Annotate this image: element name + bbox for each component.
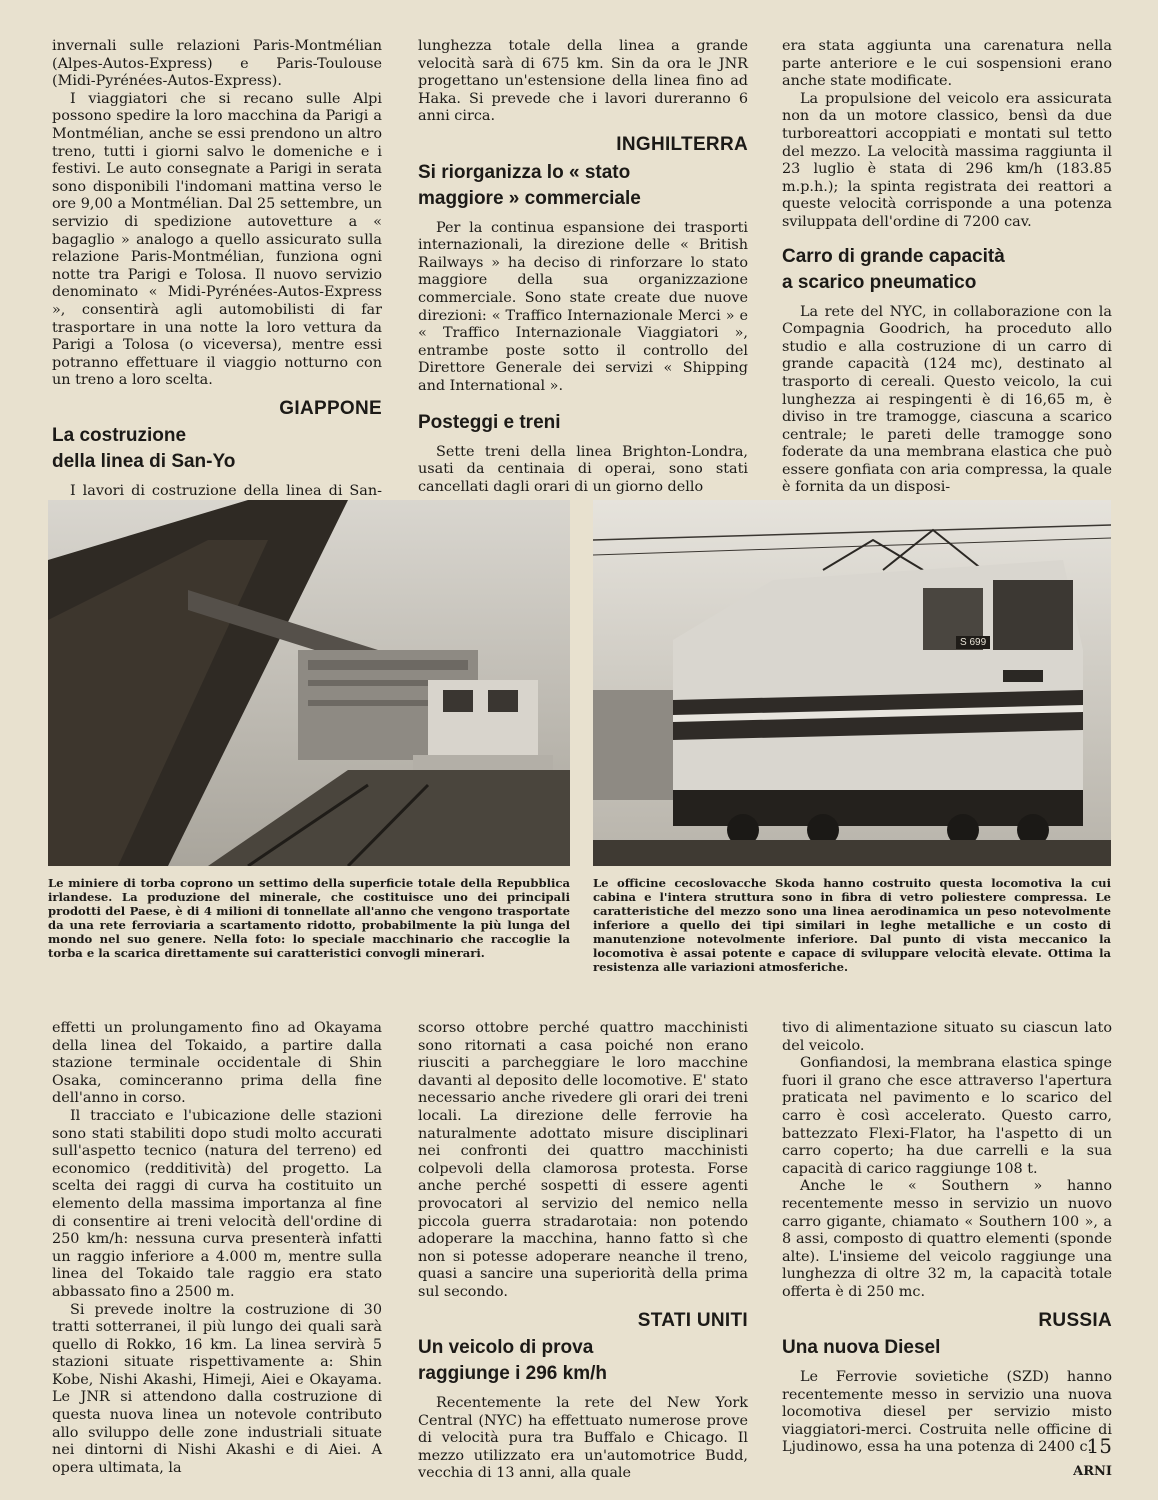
article-headline xyxy=(782,244,1112,296)
caption-text: Le miniere di torba coprono un settimo della superficie totale della Repubblica irlandese. La produzione del minerale, che costituisce uno dei principali prodotti del Paese, è di 4 milioni di tonnellate all'anno che vengono trasportate da una rete ferroviaria a scartamento ridotto, probabilmente la più lunga del mondo nel suo genere. Nella foto: lo speciale macchinario che raccoglie la torba e la scarica direttamente sui caratteristici convogli minerari. xyxy=(48,876,570,960)
headline-line: a scarico pneumatico xyxy=(782,271,977,293)
article-headline xyxy=(418,1335,748,1387)
paragraph: I lavori di costruzione della linea di San- xyxy=(70,483,382,500)
section-country-giappone: GIAPPONE xyxy=(279,397,382,419)
paragraph: Si prevede inoltre la costruzione di 30 tratti sotterranei, il più lungo dei quali sarà quello di Rokko, 16 km. La linea servirà 5 stazioni situate rispettivamente a: Shin Kobe, Nishi Akashi, Himeji, Aiei e Okayama. Le JNR si attendono dalla costruzione di questa nuova linea un notevole contributo allo sviluppo delle zone industriali situate nei dintorni di Nishi Akashi e di Aiei. A opera ultimata, la xyxy=(52,1301,382,1476)
section-country-stati-uniti: STATI UNITI xyxy=(637,1309,748,1331)
top-column-2 xyxy=(418,38,748,496)
section-country-inghilterra: INGHILTERRA xyxy=(616,133,748,155)
paragraph: Le Ferrovie sovietiche (SZD) hanno recentemente messo in servizio una nuova locomotiva diesel per servizio misto viaggiatori-merci. Costruita nelle officine di Ljudinowo, essa ha una potenza di 2400 c. xyxy=(782,1369,1112,1456)
headline-line: Un veicolo di prova xyxy=(418,1337,594,1359)
bottom-column-2 xyxy=(418,1020,748,1483)
page-number: 15 xyxy=(1086,1434,1112,1458)
top-column-1 xyxy=(52,38,382,519)
locomotive-illustration xyxy=(593,500,1111,866)
article-headline xyxy=(418,410,748,436)
headline-line: Si riorganizza lo « stato xyxy=(418,161,631,183)
paragraph: lunghezza totale della linea a grande velocità sarà di 675 km. Sin da ora le JNR progettano un'estensione della linea fino ad Haka. Si prevede che i lavori dureranno 6 anni circa. xyxy=(418,38,748,125)
paragraph: effetti un prolungamento fino ad Okayama della linea del Tokaido, a partire dalla stazione terminale occidentale di Shin Osaka, cominceranno prima della fine dell'anno in corso. xyxy=(52,1020,382,1107)
paragraph: La rete del NYC, in collaborazione con la Compagnia Goodrich, ha proceduto allo studio e alla costruzione di un carro di grande capacità (124 mc), destinato al trasporto di cereali. Questo veicolo, la cui lunghezza ai respingenti è di 16,65 m, è diviso in tre tramogge, ciascuna a scarico centrale; le pareti delle tramogge sono foderate da una membrana elastica che può essere gonfiata con aria compressa, la quale è fornita da un disposi- xyxy=(782,303,1112,496)
article-headline xyxy=(782,1335,1112,1361)
paragraph: Gonfiandosi, la membrana elastica spinge fuori il grano che esce attraverso l'apertura praticata nel pavimento e lo scarico del carro è così accelerato. Questo carro, battezzato Flexi-Flator, ha l'aspetto di un carro coperto; ha due carrelli e la sua capacità di carico raggiunge 108 t. xyxy=(782,1055,1112,1177)
paragraph: Sette treni della linea Brighton-Londra, usati da centinaia di operai, sono stati cancellati dagli orari di un giorno dello xyxy=(418,443,748,495)
photo-caption-peat-mine xyxy=(48,876,570,960)
paragraph: Recentemente la rete del New York Central (NYC) ha effettuato numerose prove di velocità pura tra Buffalo e Chicago. Il mezzo utilizzato era un'automotrice Budd, vecchia di 13 anni, alla quale xyxy=(418,1395,748,1482)
headline-line: Posteggi e treni xyxy=(418,411,561,433)
article-headline xyxy=(52,423,382,475)
paragraph: tivo di alimentazione situato su ciascun lato del veicolo. xyxy=(782,1020,1112,1054)
peat-mine-illustration xyxy=(48,500,570,866)
photo-skoda-locomotive xyxy=(593,500,1111,866)
paragraph: I viaggiatori che si recano sulle Alpi possono spedire la loro macchina da Parigi a Montmélian, anche se essi prendono un altro treno, tutti i giorni salvo le domeniche e i festivi. Le auto consegnate a Parigi in serata sono disponibili l'indomani mattina verso le ore 9,00 a Montmélian. Dal 25 settembre, un servizio di spedizione autovetture a « bagaglio » analogo a quello assicurato sulla relazione Paris-Montmélian, funziona ogni notte tra Parigi e Tolosa. Il nuovo servizio denominato « Midi-Pyrénées-Autos-Express », consentirà agli automobilisti di far trasportare in una notte la loro vettura da Parigi a Tolosa (o viceversa), mentre essi potranno effettuare il viaggio notturno con un treno a loro scelta. xyxy=(52,90,382,389)
headline-line: della linea di San-Yo xyxy=(52,451,236,473)
author-signature: ARNI xyxy=(1073,1464,1112,1480)
headline-line: raggiunge i 296 km/h xyxy=(418,1363,607,1385)
paragraph: Il tracciato e l'ubicazione delle stazioni sono stati stabiliti dopo studi molto accurati sull'aspetto tecnico (natura del terreno) ed economico (redditività) del progetto. La scelta dei raggi di curva ha costituito un elemento della massima importanza al fine di consentire ai treni velocità dell'ordine di 250 km/h: nessuna curva presenterà infatti un raggio inferiore a 4.000 m, mentre sulla linea del Tokaido tale raggio era stato abbassato fino a 2500 m. xyxy=(52,1107,382,1300)
article-headline xyxy=(418,160,748,212)
paragraph: Anche le « Southern » hanno recentemente messo in servizio un nuovo carro gigante, chiamato « Southern 100 », a 8 assi, composto di quattro elementi (sponde alte). L'insieme del veicolo raggiunge una lunghezza di oltre 32 m, la capacità totale offerta è di 250 mc. xyxy=(782,1178,1112,1300)
paragraph: scorso ottobre perché quattro macchinisti sono ritornati a casa poiché non erano riusciti a parcheggiare le loro macchine davanti al deposito delle locomotive. E' stato necessario anche rivedere gli orari dei treni locali. La direzione delle ferrovie ha naturalmente adottato misure disciplinari nei confronti dei quattro macchinisti colpevoli della clamorosa protesta. Forse anche perché sospetti di essere agenti provocatori al servizio del nemico nella piccola guerra stradarotaia: non potendo adoperare la macchina, hanno fatto sì che non si potesse adoperare neanche il treno, quasi a sancire una superiorità della prima sul secondo. xyxy=(418,1020,748,1300)
headline-line: maggiore » commerciale xyxy=(418,187,641,209)
top-column-3 xyxy=(782,38,1112,497)
locomotive-number-plate: S 699 xyxy=(956,636,990,649)
bottom-column-1 xyxy=(52,1020,382,1477)
headline-line: Una nuova Diesel xyxy=(782,1337,941,1359)
photo-peat-mine xyxy=(48,500,570,866)
bottom-column-3 xyxy=(782,1020,1112,1481)
section-country-russia: RUSSIA xyxy=(1038,1309,1112,1331)
paragraph: La propulsione del veicolo era assicurata non da un motore classico, bensì da due turboreattori accoppiati e montati sul tetto del mezzo. La velocità massima raggiunta il 23 luglio è stata di 296 km/h (183.85 m.p.h.); la spinta registrata dei reattori a queste velocità corrisponde a una potenza sviluppata dell'ordine di 7200 cav. xyxy=(782,90,1112,230)
paragraph: era stata aggiunta una carenatura nella parte anteriore e le cui sospensioni erano anche state modificate. xyxy=(782,38,1112,90)
paragraph: invernali sulle relazioni Paris-Montmélian (Alpes-Autos-Express) e Paris-Toulouse (Midi-Pyrénées-Autos-Express). xyxy=(52,38,382,90)
headline-line: La costruzione xyxy=(52,425,187,447)
paragraph: Per la continua espansione dei trasporti internazionali, la direzione delle « British Railways » ha deciso di rinforzare lo stato maggiore della sua organizzazione commerciale. Sono state create due nuove direzioni: « Traffico Internazionale Merci » e « Traffico Internazionale Viaggiatori », entrambe poste sotto il controllo del Direttore Generale dei servizi « Shipping and International ». xyxy=(418,219,748,394)
caption-text: Le officine cecoslovacche Skoda hanno costruito questa locomotiva la cui cabina e l'intera struttura sono in fibra di vetro poliestere compressa. Le caratteristiche del mezzo sono una linea aerodinamica un peso notevolmente inferiore a quello dei tipi similari in leghe metalliche e un costo di manutenzione notevolmente inferiore. Dal punto di vista meccanico la locomotiva è assai potente e capace di sviluppare velocità elevate. Ottima la resistenza alle variazioni atmosferiche. xyxy=(593,876,1111,974)
headline-line: Carro di grande capacità xyxy=(782,245,1005,267)
photo-caption-skoda xyxy=(593,876,1111,974)
